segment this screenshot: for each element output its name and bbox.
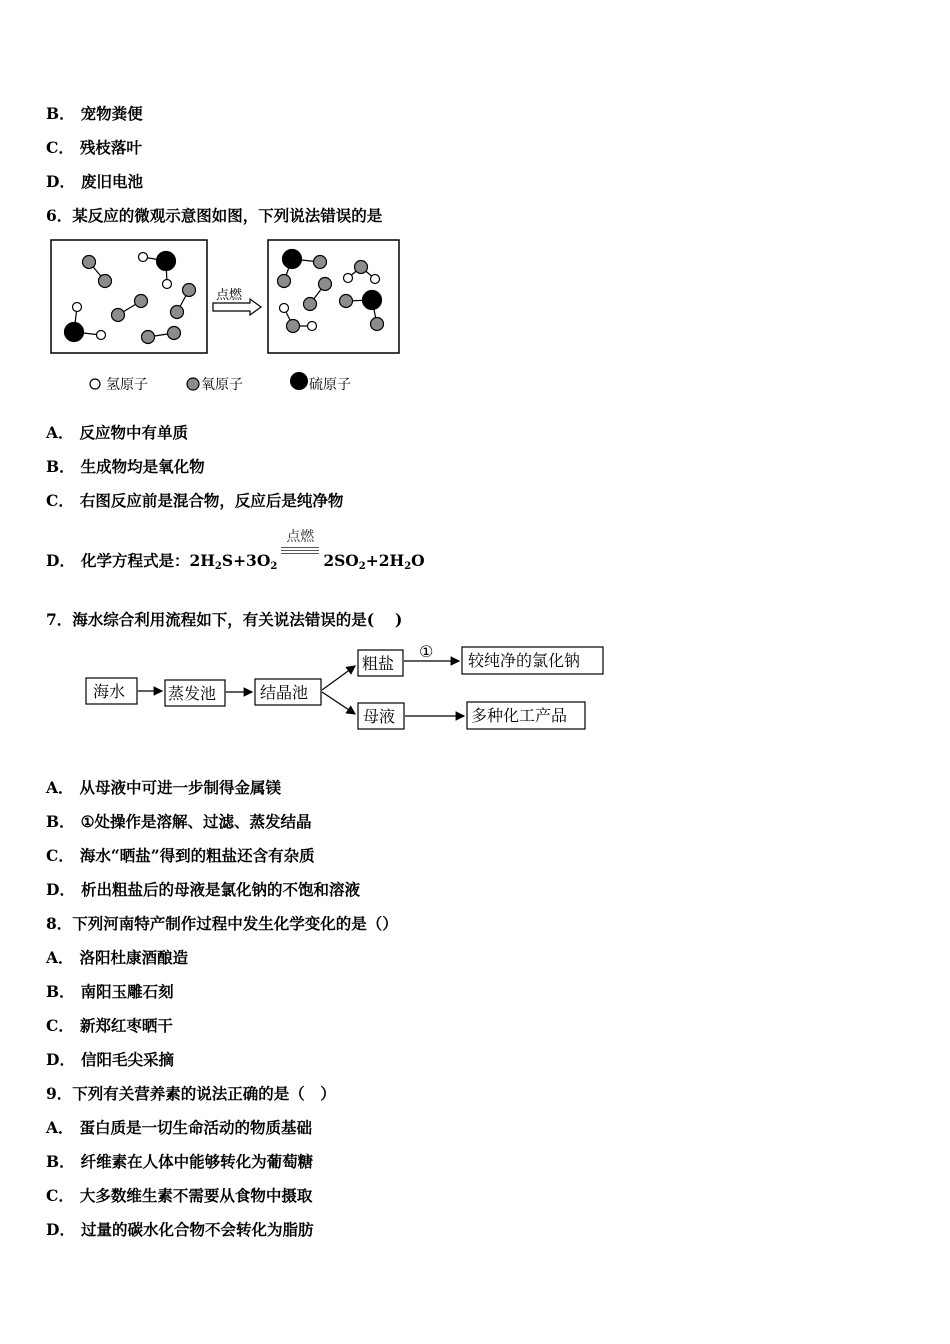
- option-label: A．: [46, 1118, 74, 1137]
- flow-products-label: 多种化工产品: [471, 706, 568, 725]
- q8-option-b[interactable]: [46, 980, 174, 1002]
- eq-part: 2H: [189, 551, 215, 570]
- q9-option-b[interactable]: [46, 1150, 313, 1172]
- question-number: 6．: [46, 206, 73, 225]
- flow-step-mark: ①: [419, 642, 434, 661]
- flow-mother-liquor-label: 母液: [363, 707, 396, 726]
- eq-part: S+3O: [221, 551, 271, 570]
- option-text: 纤维素在人体中能够转化为葡萄糖: [80, 1152, 314, 1171]
- question-number: 8．: [46, 914, 73, 933]
- legend-oxygen-label: 氧原子: [201, 377, 243, 393]
- option-label: C．: [46, 846, 74, 865]
- q7-option-a[interactable]: [46, 776, 281, 798]
- flow-pure-nacl-label: 较纯净的氯化钠: [468, 651, 581, 670]
- eq-subscript: 2: [358, 561, 366, 572]
- eq-part: O: [411, 551, 425, 570]
- option-label: D．: [46, 880, 75, 899]
- option-text: 大多数维生素不需要从食物中摄取: [79, 1186, 313, 1205]
- q9-option-a[interactable]: [46, 1116, 312, 1138]
- question-text: 下列有关营养素的说法正确的是（ ）: [72, 1084, 336, 1103]
- option-text: 过量的碳水化合物不会转化为脂肪: [80, 1220, 314, 1239]
- option-text: 废旧电池: [80, 172, 143, 191]
- flow-evap-pool-label: 蒸发池: [168, 684, 217, 703]
- eq-subscript: 2: [214, 561, 222, 572]
- option-text: 从母液中可进一步制得金属镁: [79, 778, 282, 797]
- option-label: B．: [46, 104, 75, 123]
- option-label: B．: [46, 812, 75, 831]
- option-label: B．: [46, 1152, 75, 1171]
- q7-option-c[interactable]: [46, 844, 315, 866]
- option-text: 析出粗盐后的母液是氯化钠的不饱和溶液: [80, 880, 360, 899]
- option-label: D．: [46, 1220, 75, 1239]
- question-number: 9．: [46, 1084, 73, 1103]
- question-number: 7．: [46, 610, 73, 629]
- q9-stem: [46, 1082, 336, 1104]
- option-label: D．: [46, 172, 75, 191]
- option-text: 生成物均是氧化物: [80, 457, 205, 476]
- reaction-arrow-label: 点燃: [216, 288, 243, 303]
- eq-subscript: 2: [404, 561, 412, 572]
- option-text: 反应物中有单质: [79, 423, 189, 442]
- option-text: 新郑红枣晒干: [79, 1016, 173, 1035]
- option-label: D．: [46, 551, 75, 570]
- option-text: 蛋白质是一切生命活动的物质基础: [79, 1118, 313, 1137]
- option-text: 海水“晒盐”得到的粗盐还含有杂质: [79, 846, 315, 865]
- option-label: A．: [46, 948, 74, 967]
- q8-option-a[interactable]: [46, 946, 188, 968]
- option-text: 宠物粪便: [80, 104, 143, 123]
- eq-part: +2H: [365, 551, 405, 570]
- question-text: 海水综合利用流程如下，有关说法错误的是( ): [72, 610, 403, 629]
- option-label: B．: [46, 982, 75, 1001]
- option-label: C．: [46, 1016, 74, 1035]
- q7-option-d[interactable]: [46, 878, 360, 900]
- option-text: 化学方程式是：: [80, 551, 190, 570]
- option-text: ①处操作是溶解、过滤、蒸发结晶: [80, 812, 312, 831]
- flow-cryst-pool-label: 结晶池: [260, 683, 309, 702]
- option-label: B．: [46, 457, 75, 476]
- option-label: C．: [46, 138, 74, 157]
- equation-condition: 点燃: [286, 529, 315, 545]
- question-text: 某反应的微观示意图如图，下列说法错误的是: [72, 206, 383, 225]
- option-text: 南阳玉雕石刻: [80, 982, 174, 1001]
- option-label: C．: [46, 491, 74, 510]
- option-label: D．: [46, 1050, 75, 1069]
- q7-option-b[interactable]: [46, 810, 312, 832]
- option-label: A．: [46, 778, 74, 797]
- q8-option-d[interactable]: [46, 1048, 174, 1070]
- option-text: 残枝落叶: [79, 138, 142, 157]
- option-label: C．: [46, 1186, 74, 1205]
- q8-option-c[interactable]: [46, 1014, 173, 1036]
- legend-hydrogen-label: 氢原子: [106, 377, 148, 393]
- option-text: 右图反应前是混合物，反应后是纯净物: [79, 491, 344, 510]
- flow-crude-salt-label: 粗盐: [362, 654, 395, 673]
- question-text: 下列河南特产制作过程中发生化学变化的是（）: [72, 914, 398, 933]
- option-text: 洛阳杜康酒酿造: [79, 948, 189, 967]
- eq-subscript: 2: [270, 561, 278, 572]
- option-label: A．: [46, 423, 74, 442]
- legend-sulfur-label: 硫原子: [309, 377, 351, 393]
- option-text: 信阳毛尖采摘: [80, 1050, 174, 1069]
- eq-part: 2SO: [323, 551, 359, 570]
- flow-seawater-label: 海水: [93, 682, 126, 701]
- q9-option-c[interactable]: [46, 1184, 312, 1206]
- q8-stem: [46, 912, 398, 934]
- q9-option-d[interactable]: [46, 1218, 313, 1240]
